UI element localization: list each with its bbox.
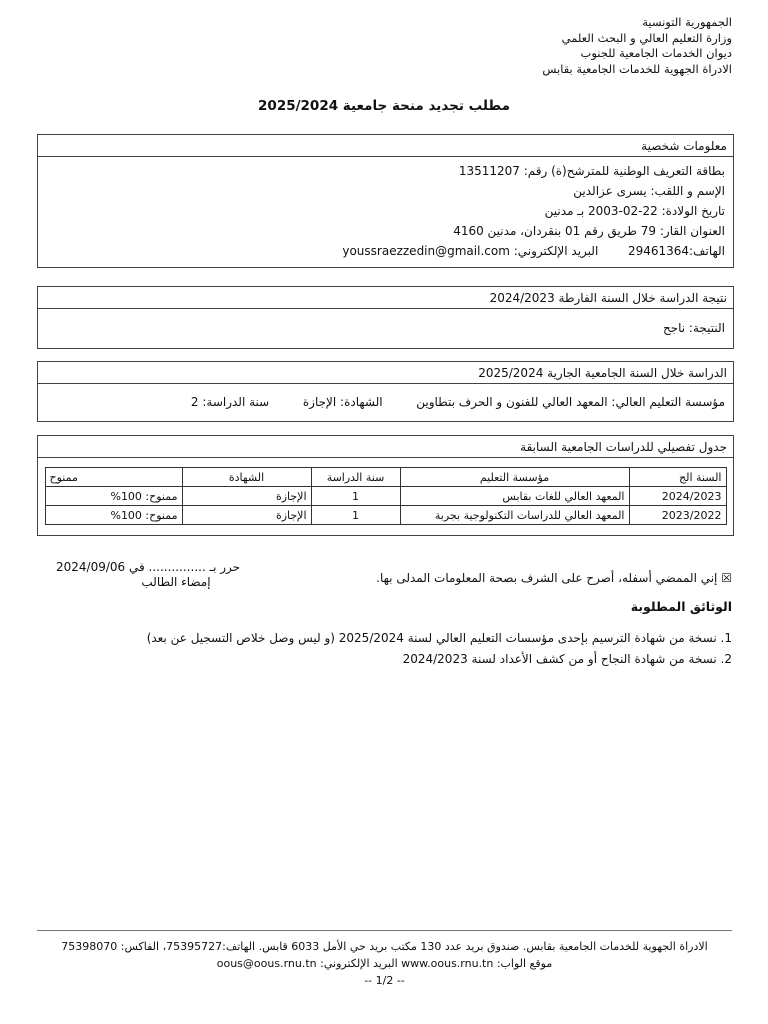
footer-contact: موقع الواب: www.oous.rnu.tn البريد الإلكتروني: oous@oous.rnu.tn	[216, 957, 553, 970]
current-studies-line	[46, 392, 725, 412]
column-header: الشهادة	[182, 468, 311, 487]
column-header: سنة الدراسة	[311, 468, 400, 487]
phone-text: الهاتف:29461364	[627, 244, 725, 258]
address-line: العنوان القار: 79 طريق رقم 01 بنقردان، مدنين 4160	[453, 224, 725, 238]
table-row	[45, 506, 726, 525]
list-item: 2. نسخة من شهادة النجاح أو من كشف الأعداد لسنة 2024/2023	[402, 652, 732, 666]
institution-text: مؤسسة التعليم العالي: المعهد العالي للفنون و الحرف بتطاوين	[416, 395, 725, 409]
declaration-text: إني الممضي أسفله، أصرح على الشرف بصحة المعلومات المدلى بها.	[376, 571, 718, 585]
table-cell: المعهد العالي للدراسات التكنولوجية بجربة	[400, 506, 629, 525]
declaration-checkbox[interactable]: ☒	[721, 571, 732, 585]
table-cell: الإجازة	[182, 506, 311, 525]
header-line: ديوان الخدمات الجامعية للجنوب	[580, 46, 732, 61]
table-header-row	[45, 468, 726, 487]
contact-line	[46, 241, 725, 261]
list-item: 1. نسخة من شهادة الترسيم بإحدى مؤسسات التعليم العالي لسنة 2025/2024 (و ليس وصل خلاص التسجيل عن بعد)	[146, 631, 732, 645]
history-table	[45, 467, 727, 525]
table-cell: ممنوح: 100%	[45, 506, 182, 525]
footer-address: الادراة الجهوية للخدمات الجامعية بقابس. صندوق بريد عدد 130 مكتب بريد حي الأمل 6033 قابس. الهاتف:75395727، الفاكس: 75398070	[61, 940, 708, 953]
header-line: الادراة الجهوية للخدمات الجامعية بقابس	[542, 61, 732, 76]
header-line: الجمهورية التونسية	[642, 15, 732, 29]
table-cell: 2023/2022	[629, 506, 726, 525]
place-date-line: حرر بـ ............... في 2024/09/06	[56, 560, 241, 574]
table-cell: الإجازة	[182, 487, 311, 506]
table-cell: ممنوح: 100%	[45, 487, 182, 506]
table-cell: 1	[311, 487, 400, 506]
history-heading: جدول تفصيلي للدراسات الجامعية السابقة	[38, 436, 733, 458]
required-docs-title: الوثائق المطلوبة	[630, 599, 732, 614]
footer-divider	[37, 930, 732, 931]
study-year-text: سنة الدراسة: 2	[190, 395, 270, 409]
required-docs-list	[147, 628, 732, 670]
table-cell: 1	[311, 506, 400, 525]
personal-info-section	[37, 134, 734, 268]
birth-line: تاريخ الولادة: 22-02-2003 بـ مدنين	[544, 204, 725, 218]
personal-info-heading: معلومات شخصية	[38, 135, 733, 157]
page-title: مطلب تجديد منحة جامعية 2025/2024	[258, 98, 510, 114]
page-number: -- 1/2 --	[364, 974, 405, 987]
header-line: وزارة التعليم العالي و البحث العلمي	[561, 30, 732, 45]
id-card-line: بطاقة التعريف الوطنية للمترشح(ة) رقم: 13511207	[458, 164, 725, 178]
current-studies-heading: الدراسة خلال السنة الجامعية الجارية 2025/2024	[38, 362, 733, 384]
table-cell: المعهد العالي للغات بقابس	[400, 487, 629, 506]
result-text: النتيجة: ناجح	[662, 321, 725, 335]
degree-text: الشهادة: الإجازة	[302, 395, 383, 409]
declaration	[376, 571, 732, 585]
column-header: مؤسسة التعليم	[400, 468, 629, 487]
column-header: ممنوح	[45, 468, 182, 487]
table-row	[45, 487, 726, 506]
signature-label: إمضاء الطالب	[141, 575, 211, 589]
table-cell: 2024/2023	[629, 487, 726, 506]
footer	[37, 938, 732, 989]
current-studies-section	[37, 361, 734, 422]
previous-result-section	[37, 286, 734, 349]
previous-result-heading: نتيجة الدراسة خلال السنة الفارطة 2024/2023	[38, 287, 733, 309]
name-line: الإسم و اللقب: يسرى عزالدين	[573, 184, 725, 198]
signature-block	[56, 560, 296, 589]
ministry-header	[332, 15, 732, 77]
email-text: البريد الإلكتروني: youssraezzedin@gmail.com	[342, 244, 599, 258]
column-header: السنة الج	[629, 468, 726, 487]
history-section	[37, 435, 734, 536]
